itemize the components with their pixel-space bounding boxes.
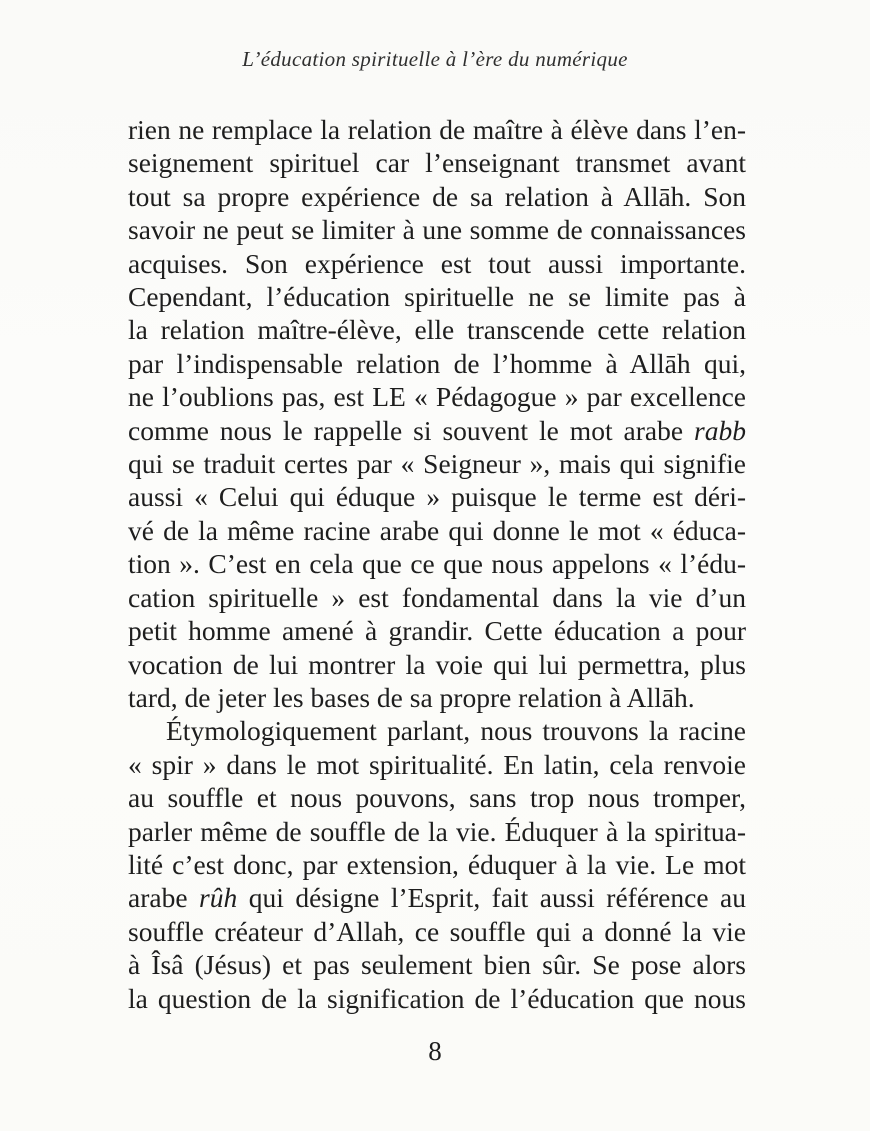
text-line (128, 414, 746, 447)
text-run: la question de la signification de l’éducation que nous (128, 982, 746, 1014)
text-line (128, 480, 746, 513)
page-number: 8 (428, 1036, 442, 1066)
text-line (128, 881, 746, 914)
text-line (128, 581, 746, 614)
text-line (128, 982, 746, 1015)
text-line (128, 146, 746, 179)
text-run: lité c’est donc, par extension, éduquer à la vie. Le mot (128, 848, 746, 880)
text-run: arabe (128, 882, 200, 914)
text-run: rien ne remplace la relation de maître à élève dans l’en- (128, 114, 746, 145)
text-run: parler même de souffle de la vie. Éduquer à la spiritua- (128, 815, 746, 847)
text-line (128, 815, 746, 848)
text-line (128, 648, 746, 681)
text-run: vocation de lui montrer la voie qui lui permettra, plus (128, 648, 746, 680)
text-run: seignement spirituel car l’enseignant transmet avant (128, 147, 746, 179)
text-line (128, 547, 746, 580)
text-line (128, 681, 746, 714)
text-line (128, 514, 746, 547)
text-line (128, 748, 746, 781)
text-run: comme nous le rappelle si souvent le mot arabe (128, 414, 695, 446)
text-line (128, 781, 746, 814)
text-line (128, 447, 746, 480)
text-run: qui désigne l’Esprit, fait aussi référence au (237, 882, 746, 914)
text-line (128, 180, 746, 213)
text-run: qui se traduit certes par « Seigneur », mais qui signifie (128, 448, 746, 480)
paragraph (128, 113, 746, 714)
text-run: aussi « Celui qui éduque » puisque le terme est déri- (128, 481, 746, 513)
text-run: Cependant, l’éducation spirituelle ne se limite pas à (128, 281, 746, 313)
italic-term: rabb (694, 414, 746, 446)
text-run: souffle créateur d’Allah, ce souffle qui a donné la vie (128, 915, 746, 947)
text-run: savoir ne peut se limiter à une somme de connaissances (128, 214, 746, 246)
text-line (128, 614, 746, 647)
text-run: « spir » dans le mot spiritualité. En latin, cela renvoie (128, 748, 746, 780)
text-line (128, 213, 746, 246)
text-run: petit homme amené à grandir. Cette éducation a pour (128, 615, 746, 647)
text-line (128, 714, 746, 747)
text-run: Étymologiquement parlant, nous trouvons la racine (166, 715, 746, 747)
text-run: ne l’oublions pas, est LE « Pédagogue » par excellence (128, 381, 746, 413)
text-run: la relation maître-élève, elle transcende cette relation (128, 314, 746, 346)
text-line (128, 313, 746, 346)
text-run: au souffle et nous pouvons, sans trop nous tromper, (128, 782, 746, 814)
text-line (128, 113, 746, 146)
paragraph (128, 714, 746, 1015)
text-run: par l’indispensable relation de l’homme à Allāh qui, (128, 347, 746, 379)
text-run: tion ». C’est en cela que ce que nous appelons « l’édu- (128, 548, 746, 580)
text-line (128, 948, 746, 981)
text-run: tard, de jeter les bases de sa propre relation à Allāh. (128, 681, 695, 713)
text-line (128, 280, 746, 313)
text-line (128, 347, 746, 380)
text-line (128, 247, 746, 280)
text-run: cation spirituelle » est fondamental dans la vie d’un (128, 581, 746, 613)
italic-term: rûh (199, 882, 238, 914)
text-line (128, 915, 746, 948)
text-run: tout sa propre expérience de sa relation à Allāh. Son (128, 180, 746, 212)
text-block (128, 113, 746, 1015)
text-line (128, 380, 746, 413)
text-run: à Îsâ (Jésus) et pas seulement bien sûr. Se pose alors (128, 949, 746, 981)
text-line (128, 848, 746, 881)
text-run: acquises. Son expérience est tout aussi importante. (128, 247, 746, 279)
running-header: L’éducation spirituelle à l’ère du numérique (242, 47, 628, 71)
text-run: vé de la même racine arabe qui donne le mot « éduca- (128, 514, 746, 546)
